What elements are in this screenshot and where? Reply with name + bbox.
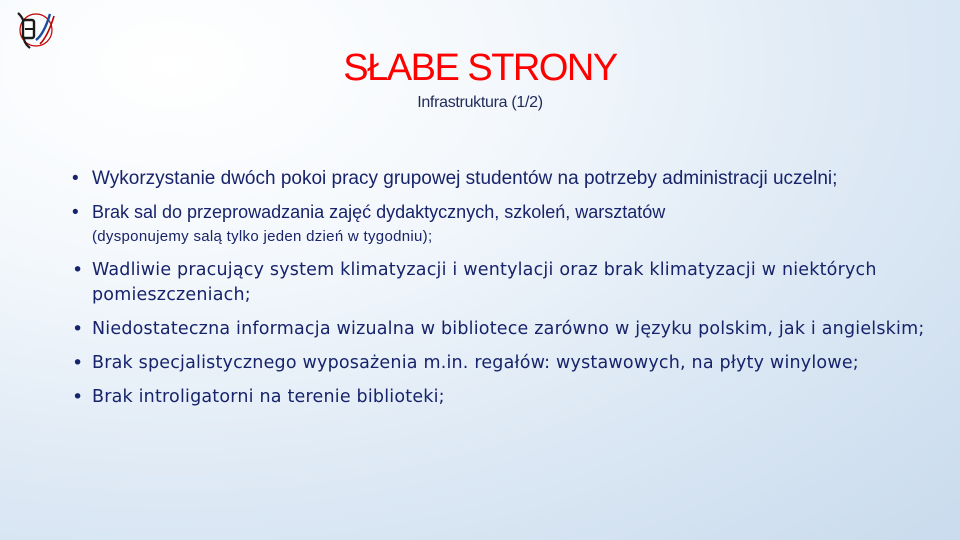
bullet-text: Wadliwie pracujący system klimatyzacji i wentylacji oraz brak klimatyzacji w niektórych pomieszczeniach; <box>92 260 877 305</box>
bullet-text: Wykorzystanie dwóch pokoi pracy grupowej studentów na potrzeby administracji uczelni; <box>92 168 838 189</box>
bullet-item <box>70 317 930 342</box>
bullet-item <box>70 351 930 376</box>
bullet-list <box>70 166 930 419</box>
bullet-item <box>70 385 930 410</box>
bullet-item <box>70 200 930 249</box>
slide-title: SŁABE STRONY <box>343 47 617 89</box>
bullet-text: Brak introligatorni na terenie biblioteki; <box>92 387 445 407</box>
bullet-item <box>70 166 930 191</box>
bullet-text: Brak sal do przeprowadzania zajęć dydaktycznych, szkoleń, warsztatów <box>92 202 666 222</box>
bullet-text: Brak specjalistycznego wyposażenia m.in. regałów: wystawowych, na płyty winylowe; <box>92 353 859 373</box>
bullet-text: Niedostateczna informacja wizualna w bibliotece zarówno w języku polskim, jak i angielskim; <box>92 319 925 339</box>
bullet-item <box>70 258 930 308</box>
slide-subtitle: Infrastruktura (1/2) <box>417 94 543 111</box>
bullet-note: (dysponujemy salą tylko jeden dzień w tygodniu); <box>92 228 433 245</box>
